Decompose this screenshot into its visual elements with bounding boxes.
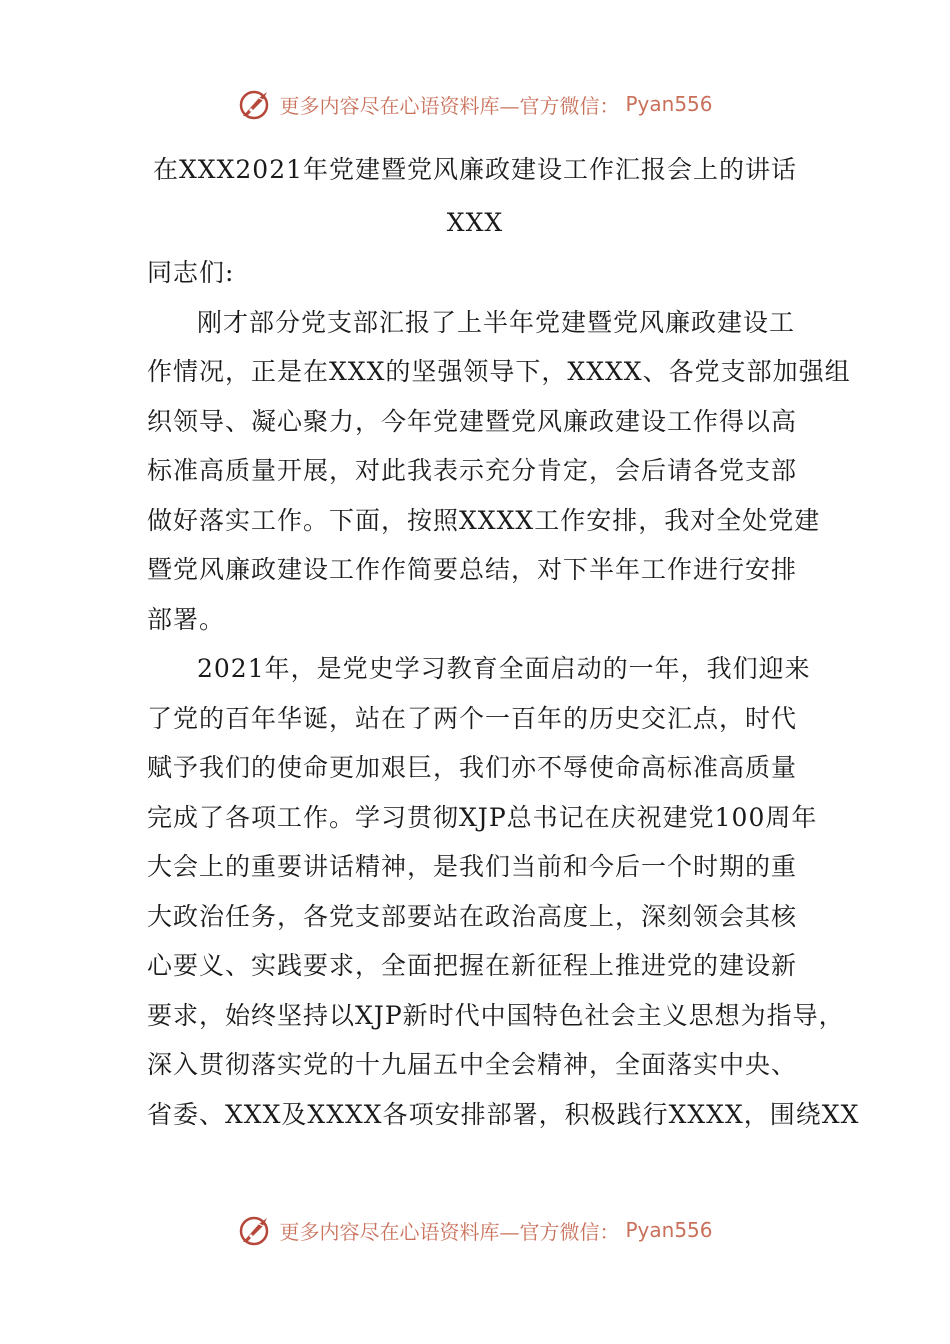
banner-wechat-id: Pyan556	[625, 92, 713, 116]
document-author: XXX	[446, 208, 504, 237]
banner-wechat-id: Pyan556	[625, 1218, 713, 1242]
body-line: 深入贯彻落实党的十九届五中全会精神，全面落实中央、	[147, 1050, 798, 1079]
document-body	[147, 253, 860, 1144]
banner-lead-text: 更多内容尽在心语资料库—官方微信：	[279, 93, 620, 118]
body-line: 心要义、实践要求，全面把握在新征程上推进党的建设新	[147, 951, 798, 980]
body-line: 2021年，是党史学习教育全面启动的一年，我们迎来	[197, 654, 811, 683]
document-title: 在XXX2021年党建暨党风廉政建设工作汇报会上的讲话	[152, 155, 798, 184]
body-line: 赋予我们的使命更加艰巨，我们亦不辱使命高标准高质量	[147, 753, 798, 782]
body-line: 省委、XXX及XXXX各项安排部署，积极践行XXXX，围绕XX	[147, 1099, 860, 1129]
body-line: 同志们:	[147, 258, 235, 287]
body-line: 作情况，正是在XXX的坚强领导下，XXXX、各党支部加强组	[147, 357, 851, 386]
body-line: 要求，始终坚持以XJP新时代中国特色社会主义思想为指导，	[147, 1000, 845, 1030]
body-line: 部署。	[147, 604, 226, 634]
body-line: 大会上的重要讲话精神，是我们当前和今后一个时期的重	[147, 852, 798, 881]
body-line: 完成了各项工作。学习贯彻XJP总书记在庆祝建党100周年	[147, 802, 818, 832]
body-line: 暨党风廉政建设工作作简要总结，对下半年工作进行安排	[147, 555, 798, 584]
banner-lead-text: 更多内容尽在心语资料库—官方微信：	[279, 1219, 620, 1244]
body-line: 了党的百年华诞，站在了两个一百年的历史交汇点，时代	[147, 703, 798, 733]
pen-nib-icon	[237, 86, 273, 122]
body-line: 标准高质量开展，对此我表示充分肯定，会后请各党支部	[147, 456, 798, 485]
header-banner	[0, 84, 950, 124]
body-line: 织领导、凝心聚力，今年党建暨党风廉政建设工作得以高	[147, 406, 798, 436]
body-line: 刚才部分党支部汇报了上半年党建暨党风廉政建设工	[197, 307, 796, 337]
pen-nib-icon	[237, 1212, 273, 1248]
body-line: 做好落实工作。下面，按照XXXX工作安排，我对全处党建	[147, 505, 821, 535]
footer-banner	[0, 1210, 950, 1250]
body-line: 大政治任务，各党支部要站在政治高度上，深刻领会其核	[147, 901, 798, 931]
